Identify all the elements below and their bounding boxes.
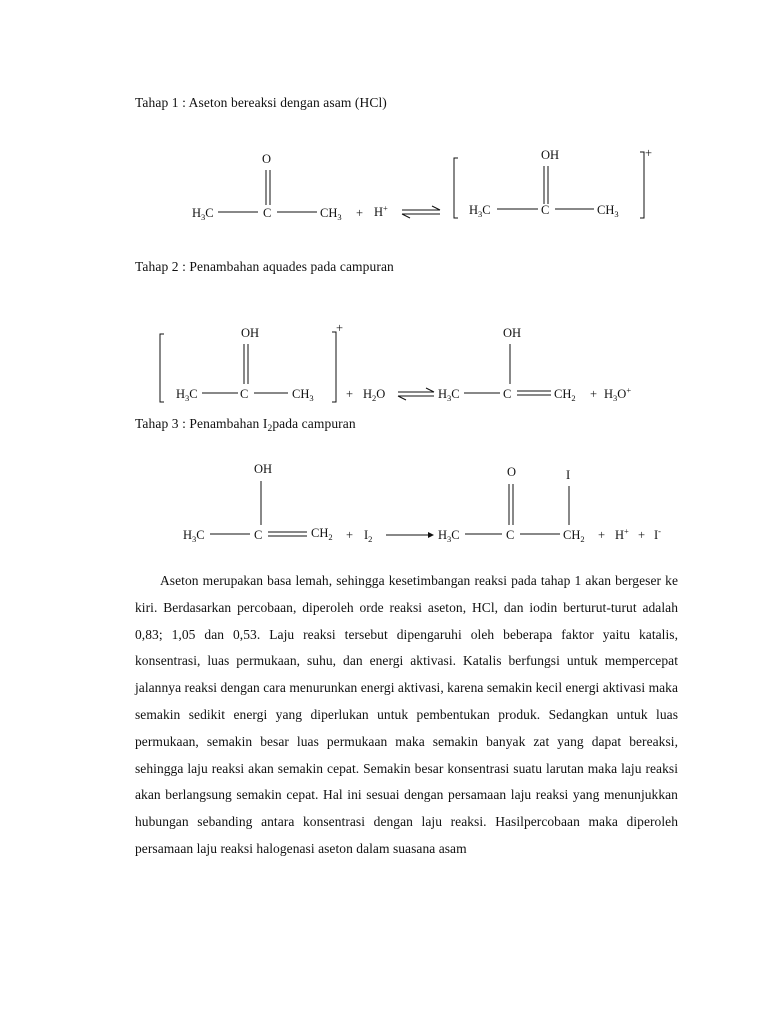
product-oxygen: O bbox=[507, 465, 517, 479]
reaction-2-diagram bbox=[0, 320, 768, 410]
reactant-hydroxyl: OH bbox=[254, 462, 273, 476]
product-h3c: $H_3C$ bbox=[438, 387, 460, 403]
equilibrium-arrow bbox=[398, 388, 434, 400]
discussion-paragraph: Aseton merupakan basa lemah, sehingga kesetimbangan reaksi pada tahap 1 akan bergeser ke kiri. Berdasarkan percobaan, diperoleh orde reaksi aseton, HCl, dan iodin berturut-turut adalah 0,83; 1,05 dan 0,53. Laju reaksi tersebut dipengaruhi oleh beberapa faktor yaitu katalis, konsentrasi, luas permukaan, suhu, dan energi aktivasi. Katalis berfungsi untuk mempercepat jalannya reaksi dengan cara menurunkan energi aktivasi, karena semakin kecil energi aktivasi maka semakin sedikit energi yang diperlukan untuk pembentukan produk. Sedangkan untuk luas permukaan, semakin besar luas permukaan maka semakin banyak zat yang dapat bereaksi, sehingga laju reaksi akan semakin cepat. Semakin besar konsentrasi suatu larutan maka laju reaksi akan berlangsung semakin cepat. Hal ini sesuai dengan persamaan laju reaksi yang menunjukkan hubungan sebanding antara konsentrasi dengan laju reaksi. Hasilpercobaan maka diperoleh persamaan laju reaksi halogenasi aseton dalam suasana asam bbox=[135, 573, 679, 856]
plus-sign: + bbox=[638, 528, 646, 542]
iodine-molecule: $I_2$ bbox=[364, 528, 373, 544]
right-bracket bbox=[332, 332, 336, 402]
reactant-ch3: $CH_3$ bbox=[292, 387, 314, 403]
reaction-1 bbox=[0, 140, 768, 230]
product-ch2: $CH_2$ bbox=[563, 528, 585, 544]
water: $H_2O$ bbox=[363, 387, 386, 403]
right-bracket bbox=[640, 152, 644, 218]
step-3-heading: Tahap 3 : Penambahan $I_2pada$ campuran bbox=[135, 416, 356, 434]
cation-charge: + bbox=[336, 321, 344, 335]
left-bracket bbox=[454, 158, 458, 218]
product-ch2: $CH_2$ bbox=[554, 387, 576, 403]
reaction-3 bbox=[0, 455, 768, 550]
reactant-h3c: $H_3C$ bbox=[183, 528, 205, 544]
iodide-ion: I- bbox=[654, 526, 662, 542]
reactant-carbon: C bbox=[240, 387, 249, 401]
reactant-h3c: $H_3C$ bbox=[192, 206, 214, 222]
plus-sign: + bbox=[356, 206, 364, 220]
product-h3c: $H_3C$ bbox=[438, 528, 460, 544]
product-iodine: I bbox=[566, 468, 571, 482]
reactant-hydroxyl: OH bbox=[241, 326, 260, 340]
equilibrium-arrow bbox=[402, 206, 440, 218]
product-carbon: C bbox=[541, 203, 550, 217]
reaction-2 bbox=[0, 320, 768, 410]
proton: H+ bbox=[615, 526, 629, 542]
product-ch3: $CH_3$ bbox=[597, 203, 619, 219]
reaction-arrow bbox=[386, 532, 434, 538]
product-hydroxyl: OH bbox=[541, 148, 560, 162]
product-carbon: C bbox=[506, 528, 515, 542]
reactant-h3c: $H_3C$ bbox=[176, 387, 198, 403]
step-1-heading: Tahap 1 : Aseton bereaksi dengan asam (HCl) bbox=[135, 95, 387, 110]
reactant-carbon: C bbox=[263, 206, 272, 220]
product-carbon: C bbox=[503, 387, 512, 401]
reactant-oxygen: O bbox=[262, 152, 272, 166]
reaction-3-diagram bbox=[0, 455, 768, 550]
product-hydroxyl: OH bbox=[503, 326, 522, 340]
proton: H+ bbox=[374, 203, 388, 219]
reaction-1-diagram bbox=[0, 140, 768, 230]
hydronium: $H_3O^+$ bbox=[604, 385, 632, 403]
reactant-carbon: C bbox=[254, 528, 263, 542]
reactant-ch2: $CH_2$ bbox=[311, 526, 333, 542]
plus-sign: + bbox=[590, 387, 598, 401]
plus-sign: + bbox=[598, 528, 606, 542]
left-bracket bbox=[160, 334, 164, 402]
plus-sign: + bbox=[346, 528, 354, 542]
cation-charge: + bbox=[645, 146, 653, 160]
product-h3c: $H_3C$ bbox=[469, 203, 491, 219]
reactant-ch3: $CH_3$ bbox=[320, 206, 342, 222]
plus-sign: + bbox=[346, 387, 354, 401]
step-2-heading: Tahap 2 : Penambahan aquades pada campuran bbox=[135, 259, 394, 274]
